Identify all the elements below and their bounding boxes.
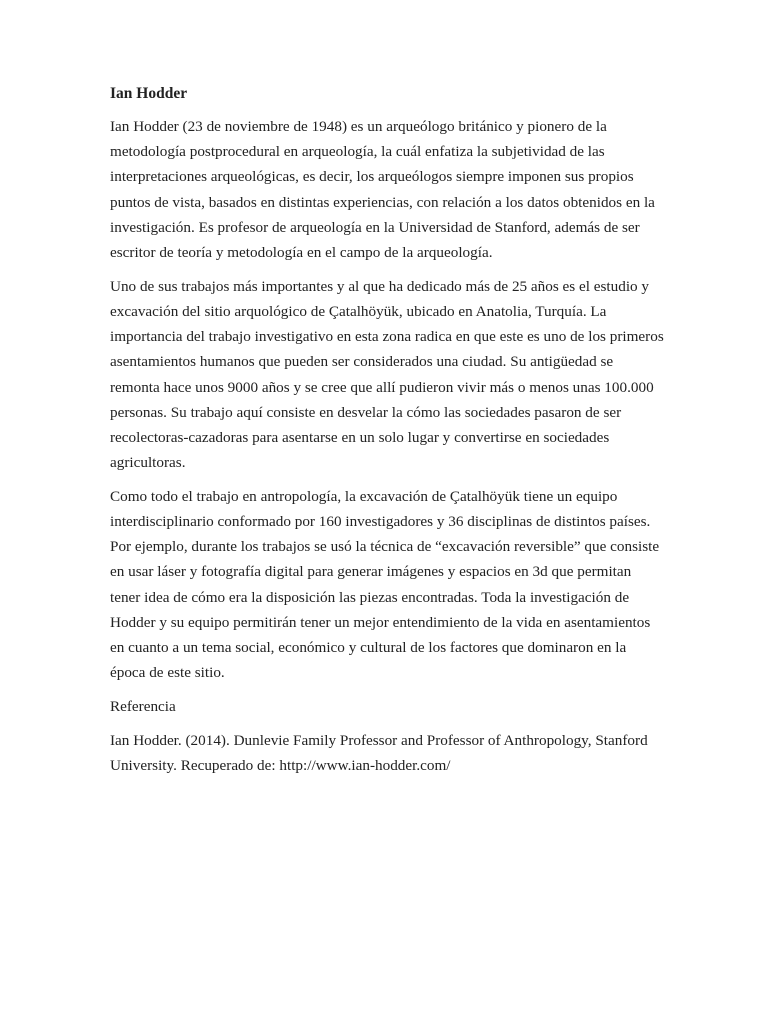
reference-entry: Ian Hodder. (2014). Dunlevie Family Professor and Professor of Anthropology, Stanford University. Recuperado de: http://www.ian-hodder.com/ [110,731,648,775]
paragraph-excavation-team: Como todo el trabajo en antropología, la excavación de Çatalhöyük tiene un equipo interdisciplinario conformado por 160 investigadores y 36 disciplinas de distintos países. Por ejemplo, durante los trabajos se usó la técnica de “excavación reversible” que consiste en usar láser y fotografía digital para generar imágenes y espacios en 3d que permitan tener idea de cómo era la disposición las piezas encontradas. Toda la investigación de Hodder y su equipo permitirán tener un mejor entendimiento de la vida en asentamientos en cuanto a un tema social, económico y cultural de los factores que dominaron en la época de este sitio. [110,487,660,682]
document-title: Ian Hodder [110,85,188,102]
reference-heading: Referencia [110,697,176,715]
paragraph-intro: Ian Hodder (23 de noviembre de 1948) es un arqueólogo británico y pionero de la metodología postprocedural en arqueología, la cuál enfatiza la subjetividad de las interpretaciones arqueológicas, es decir, los arqueólogos siempre imponen sus propios puntos de vista, basados en distintas experiencias, con relación a los datos obtenidos en la investigación. Es profesor de arqueología en la Universidad de Stanford, además de ser escritor de teoría y metodología en el campo de la arqueología. [110,118,655,262]
paragraph-catalhoyuk: Uno de sus trabajos más importantes y al que ha dedicado más de 25 años es el estudio y excavación del sitio arquológico de Çatalhöyük, ubicado en Anatolia, Turquía. La importancia del trabajo investigativo en esta zona radica en que este es uno de los primeros asentamientos humanos que pueden ser considerados una ciudad. Su antigüedad se remonta hace unos 9000 años y se cree que allí pudieron vivir más o menos unas 100.000 personas. Su trabajo aquí consiste en desvelar la cómo las sociedades pasaron de ser recolectoras-cazadoras para asentarse en un solo lugar y convertirse en sociedades agricultoras. [110,277,664,472]
